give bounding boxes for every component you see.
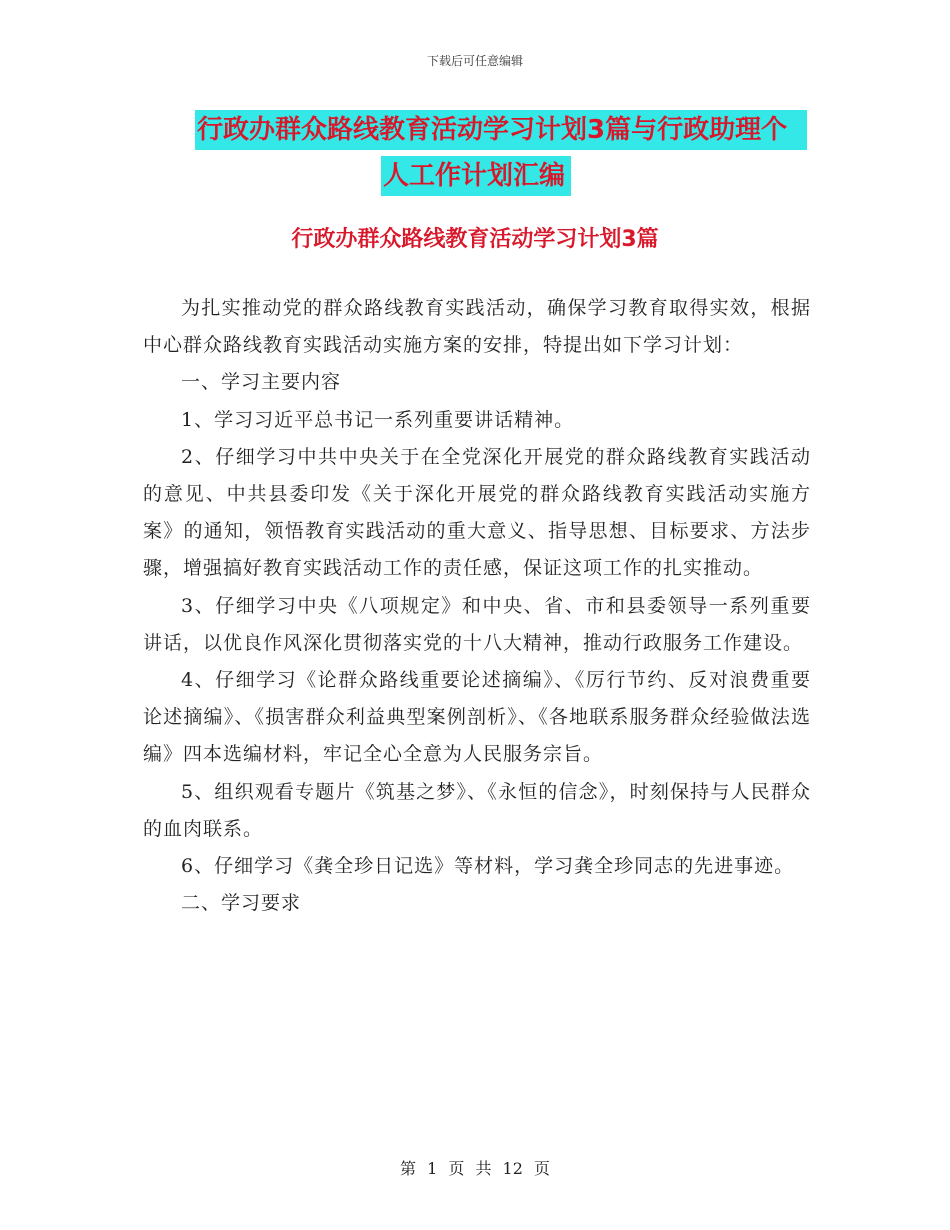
document-title-line-1: 行政办群众路线教育活动学习计划3篇与行政助理个 — [195, 110, 807, 150]
document-title-line-2: 人工作计划汇编 — [381, 156, 571, 196]
paragraph-item-1: 1、学习习近平总书记一系列重要讲话精神。 — [181, 408, 575, 431]
paragraph-item-4: 4、仔细学习《论群众路线重要论述摘编》、《厉行节约、反对浪费重要论述摘编》、《损害群众利益典型案例剖析》、《各地联系服务群众经验做法选编》四本选编材料，牢记全心全意为人民服务宗旨。 — [143, 669, 811, 766]
body-text — [143, 290, 811, 922]
page-footer: 第 1 页 共 12 页 — [400, 1159, 550, 1178]
paragraph-heading-1: 一、学习主要内容 — [181, 371, 342, 394]
paragraph-item-2: 2、仔细学习中共中央关于在全党深化开展党的群众路线教育实践活动的意见、中共县委印发《关于深化开展党的群众路线教育实践活动实施方案》的通知，领悟教育实践活动的重大意义、指导思想、目标要求、方法步骤，增强搞好教育实践活动工作的责任感，保证这项工作的扎实推动。 — [143, 445, 811, 580]
paragraph-intro: 为扎实推动党的群众路线教育实践活动，确保学习教育取得实效，根据中心群众路线教育实践活动实施方案的安排，特提出如下学习计划： — [143, 297, 811, 357]
section-title: 行政办群众路线教育活动学习计划3篇 — [291, 227, 659, 252]
header-note: 下载后可任意编辑 — [426, 54, 523, 68]
paragraph-item-6: 6、仔细学习《龚全珍日记选》等材料，学习龚全珍同志的先进事迹。 — [181, 855, 795, 878]
paragraph-item-3: 3、仔细学习中央《八项规定》和中央、省、市和县委领导一系列重要讲话，以优良作风深化贯彻落实党的十八大精神，推动行政服务工作建设。 — [143, 594, 811, 654]
paragraph-heading-2: 二、学习要求 — [181, 892, 302, 915]
paragraph-item-5: 5、组织观看专题片《筑基之梦》、《永恒的信念》，时刻保持与人民群众的血肉联系。 — [143, 780, 811, 840]
